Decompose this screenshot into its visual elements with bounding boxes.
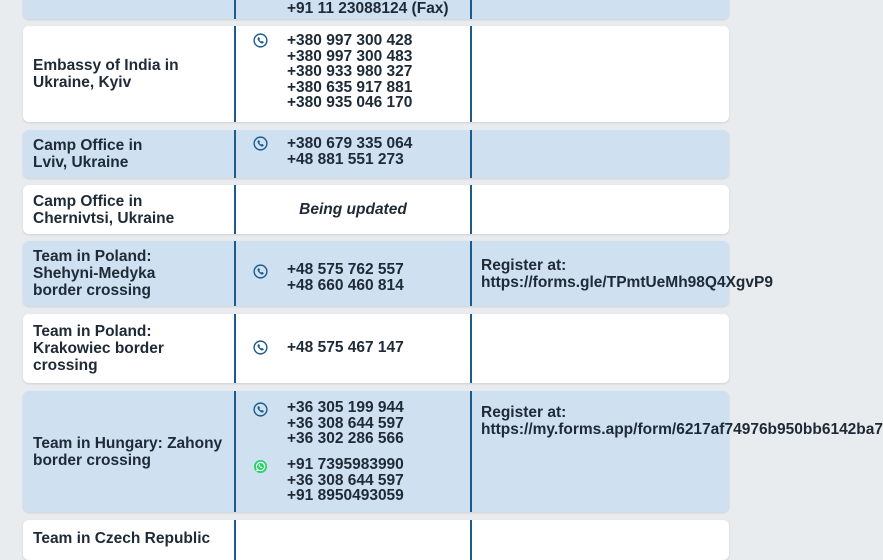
whatsapp-number[interactable]: +91 7395983990	[287, 456, 404, 473]
phone-cell	[234, 520, 472, 560]
name-cell	[23, 0, 234, 19]
phone-cell	[234, 130, 472, 178]
table-row	[23, 26, 729, 122]
office-name: Team in Poland: Krakowiec border crossing	[33, 323, 164, 374]
phone-number[interactable]: +380 935 046 170	[287, 94, 413, 112]
register-cell	[472, 0, 729, 19]
status-text: Being updated	[299, 201, 407, 218]
phone-icon	[253, 340, 268, 355]
phone-number[interactable]: +48 575 467 147	[287, 339, 404, 356]
phone-number[interactable]: +48 881 551 273	[287, 150, 404, 168]
name-cell	[23, 130, 234, 178]
office-name: Camp Office in Lviv, Ukraine	[33, 137, 143, 171]
phone-cell	[234, 241, 472, 306]
phone-number[interactable]: +380 933 980 327	[287, 63, 413, 81]
name-cell	[23, 185, 234, 234]
phone-icon	[253, 402, 268, 417]
office-name: Team in Czech Republic	[33, 530, 211, 547]
table-row	[23, 241, 773, 306]
register-cell	[472, 391, 883, 512]
name-cell	[23, 520, 234, 560]
phone-number[interactable]: +380 997 300 428	[287, 32, 413, 49]
phone-icon	[253, 264, 268, 279]
table-row	[23, 520, 729, 560]
office-name: Team in Hungary: Zahony border crossing	[33, 434, 223, 469]
whatsapp-number[interactable]: +36 308 644 597	[287, 471, 404, 489]
phone-cell	[234, 314, 472, 383]
phone-cell	[234, 391, 472, 512]
register-link[interactable]: Register at: https://my.forms.app/form/6217af74976b950bb6142ba7	[481, 404, 883, 438]
office-name: Team in Poland: Shehyni-Medyka border crossing	[33, 248, 156, 299]
register-link[interactable]: Register at: https://forms.gle/TPmtUeMh98Q4XgvP9	[481, 256, 773, 291]
office-name: Embassy of India in Ukraine, Kyiv	[33, 57, 179, 91]
phone-cell	[234, 26, 472, 122]
phone-number[interactable]: +380 635 917 881	[287, 78, 413, 96]
table-row	[23, 314, 729, 383]
phone-number[interactable]: +48 660 460 814	[287, 276, 404, 294]
table-row	[23, 391, 883, 512]
table-row	[23, 0, 729, 19]
phone-number[interactable]: +380 679 335 064	[287, 135, 413, 152]
name-cell	[23, 314, 234, 383]
name-cell	[23, 241, 234, 306]
register-cell	[472, 26, 729, 122]
table-row	[23, 130, 729, 178]
phone-icon	[253, 136, 268, 151]
whatsapp-icon	[253, 459, 268, 474]
phone-number[interactable]: +91 11 23088124 (Fax)	[287, 0, 449, 17]
table-row	[23, 185, 729, 234]
name-cell	[23, 391, 234, 512]
phone-cell	[234, 0, 472, 19]
phone-cell	[234, 185, 472, 234]
phone-number[interactable]: +36 305 199 944	[287, 399, 404, 416]
register-cell	[472, 130, 729, 178]
register-cell	[472, 314, 729, 383]
phone-number[interactable]: +380 997 300 483	[287, 47, 413, 65]
phone-number[interactable]: +48 575 762 557	[287, 261, 404, 278]
register-cell	[472, 241, 773, 306]
whatsapp-number[interactable]: +91 8950493059	[287, 487, 404, 505]
phone-icon	[253, 33, 268, 48]
phone-number[interactable]: +36 302 286 566	[287, 430, 404, 448]
office-name: Camp Office in Chernivtsi, Ukraine	[33, 192, 175, 227]
register-cell	[472, 185, 729, 234]
name-cell	[23, 26, 234, 122]
phone-number[interactable]: +36 308 644 597	[287, 414, 404, 432]
register-cell	[472, 520, 729, 560]
